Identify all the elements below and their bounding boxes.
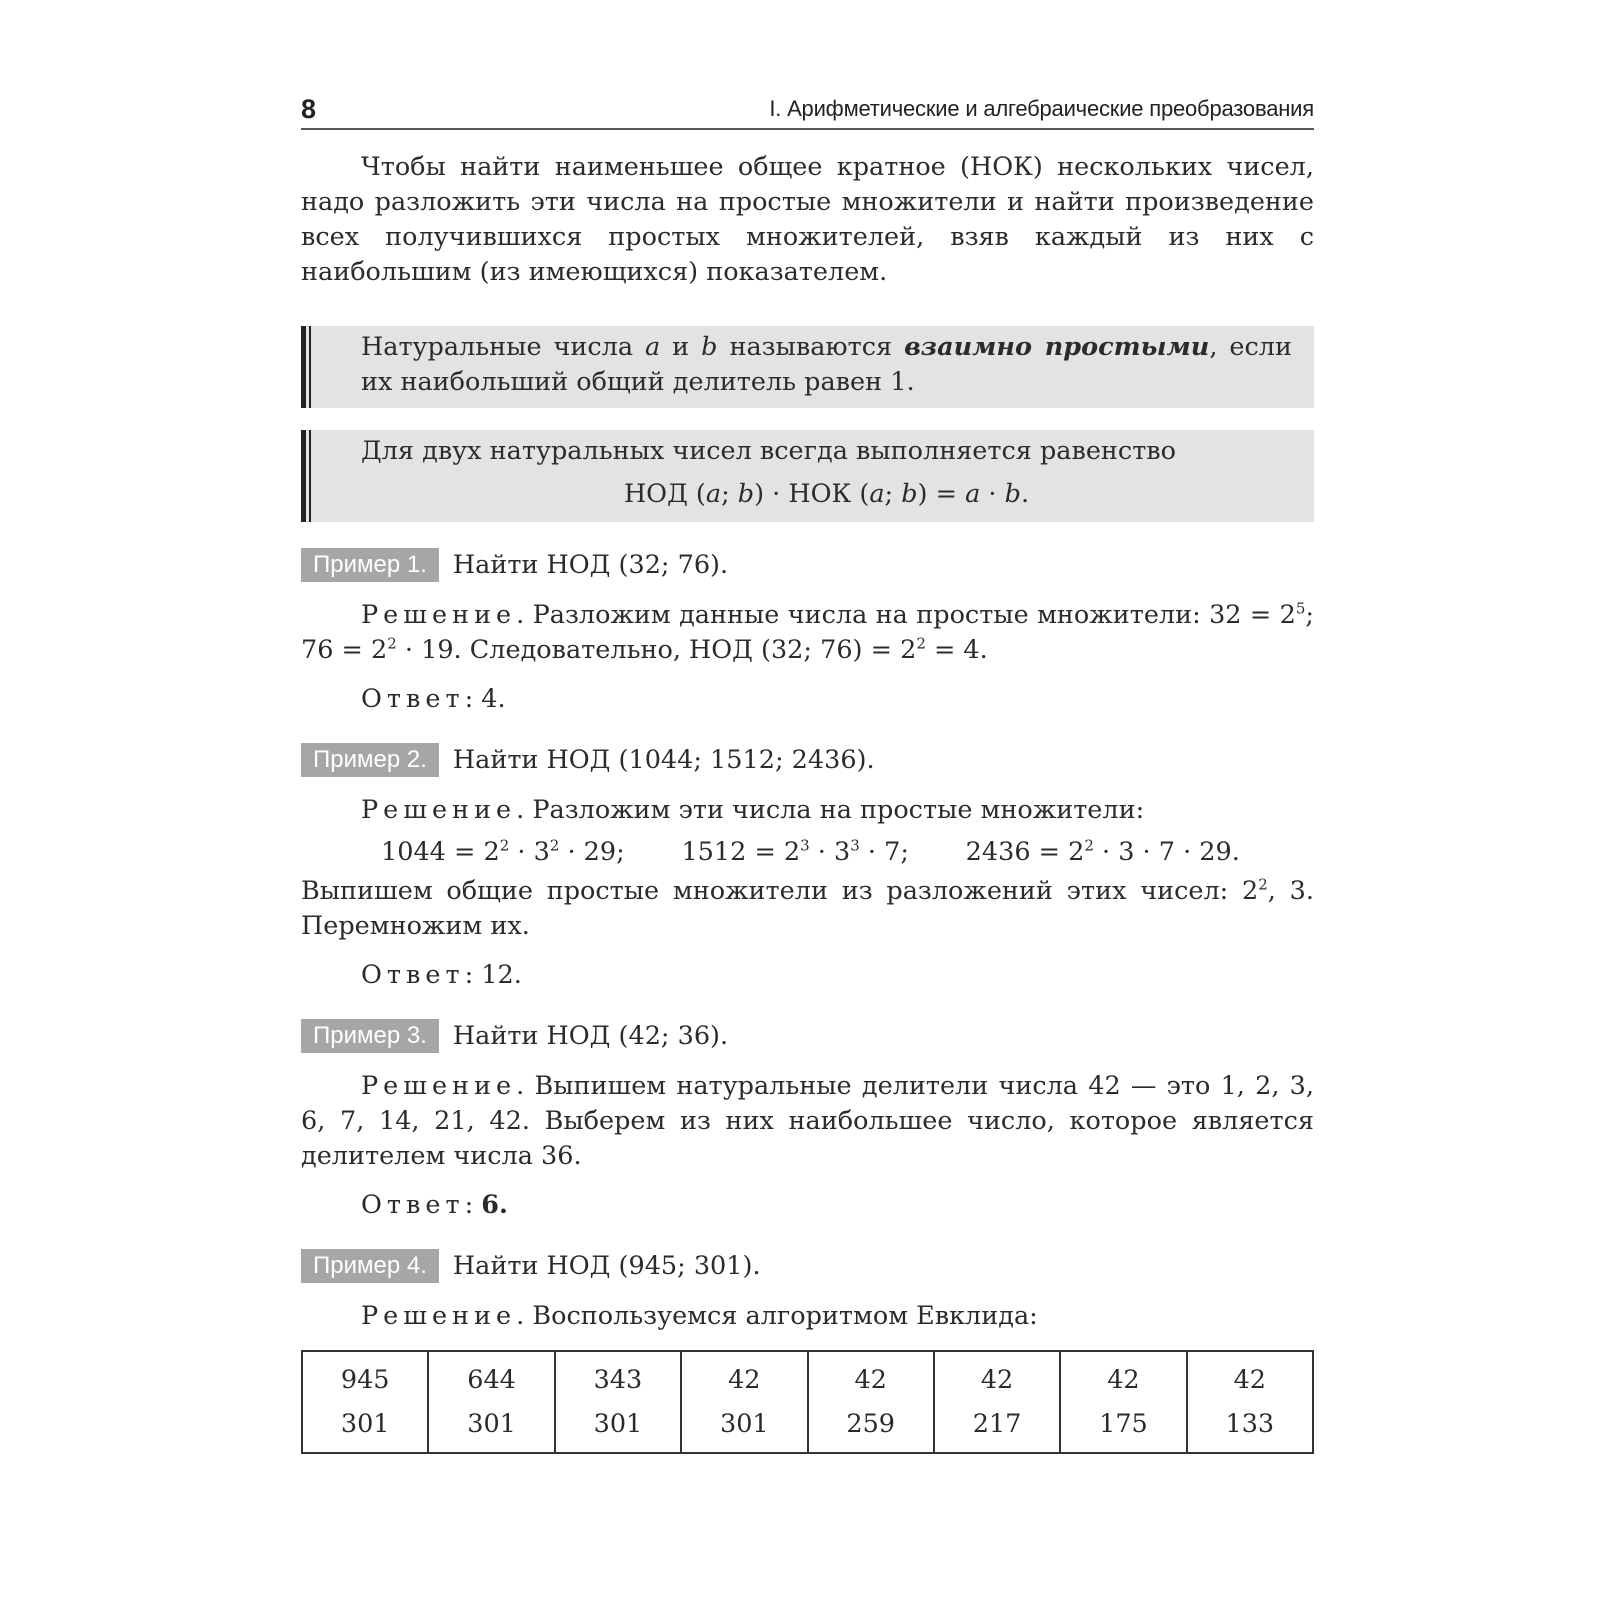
example-badge: Пример 4.: [301, 1249, 439, 1283]
table-cell: 343: [555, 1351, 681, 1402]
formula-var: b: [901, 479, 918, 509]
def-text-3: называются: [717, 332, 905, 362]
example-2-solution: [301, 793, 1314, 828]
example-task: Найти НОД (42; 36).: [452, 1021, 729, 1051]
table-cell: 42: [1060, 1351, 1186, 1402]
answer-label: Ответ: [361, 1190, 465, 1220]
answer-separator: :: [464, 1190, 482, 1220]
formula-var: a: [869, 479, 885, 509]
exponent: 2: [549, 836, 560, 855]
solution-text: ; 76 = 2: [301, 600, 1314, 665]
answer-value: : 12.: [464, 960, 522, 990]
identity-formula: [361, 477, 1292, 512]
example-1-answer: [301, 682, 1314, 717]
example-4-heading: [301, 1249, 1314, 1283]
table-cell: 175: [1060, 1402, 1186, 1453]
table-cell: 42: [1187, 1351, 1313, 1402]
formula-part: НОД (: [623, 479, 706, 509]
formula-part: · 3: [809, 837, 851, 867]
solution-text: . Воспользуемся алгоритмом Евклида:: [516, 1301, 1038, 1331]
solution-label: Решение: [361, 1071, 517, 1101]
formula-part: ) · НОК (: [754, 479, 870, 509]
table-cell: 259: [808, 1402, 934, 1453]
formula-part: .: [1020, 479, 1030, 509]
def-text-4: , если их наибольший общий делитель равен 1.: [361, 332, 1292, 397]
solution-text: = 4.: [925, 635, 988, 665]
table-cell: 133: [1187, 1402, 1313, 1453]
example-badge: Пример 3.: [301, 1019, 439, 1053]
identity-callout: [301, 430, 1314, 522]
textbook-page: [301, 90, 1314, 1454]
example-3-heading: [301, 1019, 1314, 1053]
formula-part: · 3 · 7 · 29.: [1093, 837, 1240, 867]
table-cell: 42: [681, 1351, 807, 1402]
solution-text: . Разложим данные числа на простые множители: 32 = 2: [516, 600, 1296, 630]
formula-var: a: [705, 479, 722, 509]
formula-var: a: [965, 479, 981, 509]
exponent: 5: [1295, 599, 1306, 618]
table-cell: 301: [555, 1402, 681, 1453]
defined-term: взаимно простыми: [904, 332, 1210, 362]
example-1-heading: [301, 548, 1314, 582]
answer-label: Ответ: [361, 960, 465, 990]
solution-text: . Разложим эти числа на простые множители:: [516, 795, 1145, 825]
formula-part: · 7; 2436 = 2: [859, 837, 1085, 867]
def-text-2: и: [660, 332, 702, 362]
exponent: 3: [850, 836, 860, 855]
table-cell: 644: [428, 1351, 554, 1402]
exponent: 3: [800, 836, 810, 855]
solution-text: Выпишем общие простые множители из разложений этих чисел: 2: [301, 876, 1259, 906]
solution-text: . Выпишем натуральные делители числа 42 — это 1, 2, 3, 6, 7, 14, 21, 42. Выберем из них наибольшее число, которое является делителем числа 36.: [301, 1071, 1314, 1171]
table-cell: 945: [302, 1351, 428, 1402]
answer-value: 6.: [481, 1190, 508, 1220]
exponent: 2: [916, 634, 926, 653]
solution-text: · 19. Следовательно, НОД (32; 76) = 2: [396, 635, 917, 665]
table-cell: 42: [934, 1351, 1060, 1402]
solution-label: Решение: [361, 1301, 517, 1331]
table-cell: 301: [302, 1402, 428, 1453]
identity-intro: Для двух натуральных чисел всегда выполняется равенство: [361, 436, 1177, 466]
example-2-heading: [301, 743, 1314, 777]
euclid-table: [301, 1350, 1314, 1454]
definition-text: [361, 330, 1292, 400]
example-3-solution: [301, 1069, 1314, 1174]
example-3-answer: [301, 1188, 1314, 1223]
table-cell: 42: [808, 1351, 934, 1402]
example-task: Найти НОД (945; 301).: [452, 1251, 761, 1281]
formula-var: b: [1004, 479, 1021, 509]
formula-part: · 29; 1512 = 2: [559, 837, 801, 867]
example-task: Найти НОД (1044; 1512; 2436).: [452, 745, 875, 775]
formula-part: ·: [980, 479, 1005, 509]
solution-label: Решение: [361, 600, 517, 630]
solution-text: , 3. Перемножим их.: [301, 876, 1314, 941]
formula-part: 1044 = 2: [381, 837, 500, 867]
table-row: [302, 1402, 1313, 1453]
example-2-factorizations: [301, 834, 1314, 870]
example-4-solution: [301, 1299, 1314, 1334]
example-task: Найти НОД (32; 76).: [452, 550, 729, 580]
var-b: b: [701, 332, 718, 362]
var-a: a: [645, 332, 661, 362]
exponent: 2: [387, 634, 397, 653]
page-header: [301, 90, 1314, 130]
table-cell: 301: [681, 1402, 807, 1453]
example-1-solution: [301, 598, 1314, 668]
page-number: 8: [301, 94, 317, 124]
definition-callout: [301, 326, 1314, 408]
exponent: 2: [499, 836, 510, 855]
solution-label: Решение: [361, 795, 517, 825]
exponent: 2: [1258, 875, 1268, 894]
table-cell: 217: [934, 1402, 1060, 1453]
callout-bar: [301, 326, 311, 408]
exponent: 2: [1084, 836, 1094, 855]
formula-part: ;: [884, 479, 902, 509]
formula-part: ;: [721, 479, 738, 509]
formula-var: b: [737, 479, 755, 509]
answer-value: : 4.: [464, 684, 506, 714]
formula-part: · 3: [509, 837, 550, 867]
intro-paragraph: Чтобы найти наименьшее общее кратное (НОК) нескольких чисел, надо разложить эти числа на простые множители и найти произведение всех получившихся простых множителей, взяв каждый из них с наибольшим (из имеющихся) показателем.: [301, 152, 1314, 287]
def-text-1: Натуральные числа: [361, 332, 646, 362]
formula-part: ) =: [917, 479, 966, 509]
example-badge: Пример 1.: [301, 548, 439, 582]
running-title: I. Арифметические и алгебраические преобразования: [769, 96, 1314, 121]
answer-label: Ответ: [361, 684, 465, 714]
example-2-common-factors: [301, 874, 1314, 944]
table-cell: 301: [428, 1402, 554, 1453]
table-row: [302, 1351, 1313, 1402]
callout-bar: [301, 430, 311, 522]
example-2-answer: [301, 958, 1314, 993]
example-badge: Пример 2.: [301, 743, 439, 777]
